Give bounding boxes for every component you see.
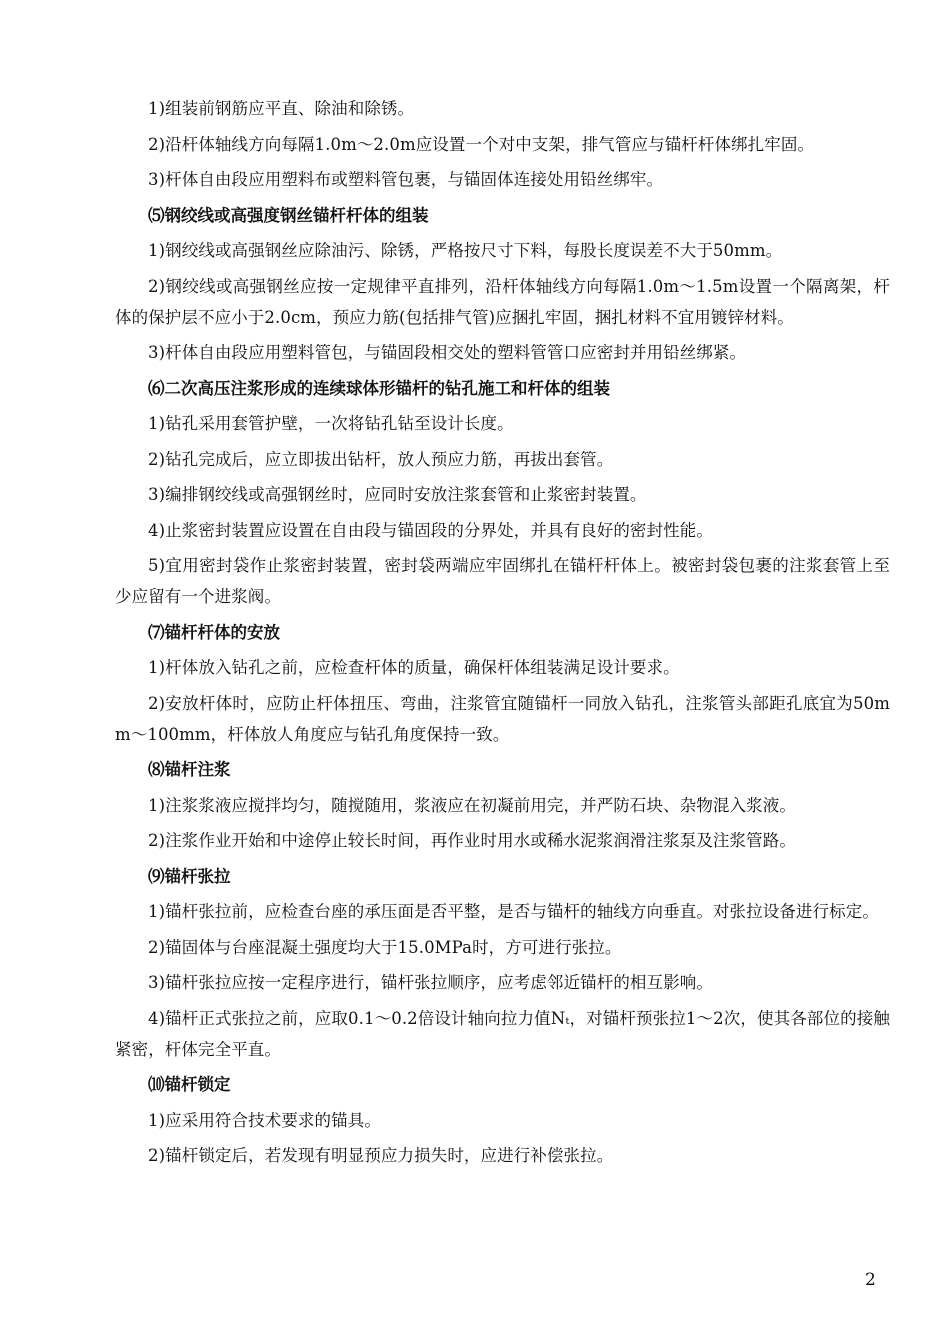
page-number: 2 bbox=[865, 1270, 876, 1290]
section-heading: ⑽锚杆锁定 bbox=[148, 1075, 231, 1094]
section-heading: ⑼锚杆张拉 bbox=[148, 866, 231, 886]
paragraph: 3)杆体自由段应用塑料布或塑料管包裹，与锚固体连接处用铅丝绑牢。 bbox=[148, 170, 664, 189]
paragraph: 2)锚固体与台座混凝土强度均大于15.0MPa时，方可进行张拉。 bbox=[148, 937, 622, 957]
paragraph: 1)组装前钢筋应平直、除油和除锈。 bbox=[148, 99, 415, 118]
paragraph: 1)钢绞线或高强钢丝应除油污、除锈，严格按尺寸下料，每股长度误差不大于50mm。 bbox=[148, 241, 783, 260]
paragraph: 2)沿杆体轴线方向每隔1.0m～2.0m应设置一个对中支架，排气管应与锚杆杆体绑扎牢固。 bbox=[148, 134, 815, 154]
section-heading: ⑹二次高压注浆形成的连续球体形锚杆的钻孔施工和杆体的组装 bbox=[148, 378, 610, 398]
paragraph: 2)安放杆体时，应防止杆体扭压、弯曲，注浆管宜随锚杆一同放入钻孔，注浆管头部距孔底宜为50mm～100mm，杆体放人角度应与钻孔角度保持一致。 bbox=[115, 693, 890, 744]
paragraph: 3)锚杆张拉应按一定程序进行，锚杆张拉顺序，应考虑邻近锚杆的相互影响。 bbox=[148, 973, 713, 992]
document-body bbox=[115, 93, 890, 1176]
paragraph: 1)注浆浆液应搅拌均匀，随搅随用，浆液应在初凝前用完，并严防石块、杂物混入浆液。 bbox=[148, 795, 796, 815]
paragraph: 1)杆体放入钻孔之前，应检查杆体的质量，确保杆体组装满足设计要求。 bbox=[148, 658, 680, 677]
paragraph: 2)注浆作业开始和中途停止较长时间，再作业时用水或稀水泥浆润滑注浆泵及注浆管路。 bbox=[148, 831, 796, 850]
paragraph: 1)钻孔采用套管护壁，一次将钻孔钻至设计长度。 bbox=[148, 414, 514, 433]
paragraph: 2)钻孔完成后，应立即拔出钻杆，放人预应力筋，再拔出套管。 bbox=[148, 449, 614, 469]
section-heading: ⑻锚杆注浆 bbox=[148, 760, 231, 779]
paragraph: 2)锚杆锁定后，若发现有明显预应力损失时，应进行补偿张拉。 bbox=[148, 1146, 614, 1165]
paragraph: 5)宜用密封袋作止浆密封装置，密封袋两端应牢固绑扎在锚杆杆体上。被密封袋包裹的注浆套管上至少应留有一个进浆阀。 bbox=[115, 556, 890, 606]
paragraph: 3)杆体自由段应用塑料管包，与锚固段相交处的塑料管管口应密封并用铅丝绑紧。 bbox=[148, 343, 747, 362]
paragraph: 1)锚杆张拉前，应检查台座的承压面是否平整，是否与锚杆的轴线方向垂直。对张拉设备进行标定。 bbox=[148, 902, 879, 921]
paragraph: 1)应采用符合技术要求的锚具。 bbox=[148, 1110, 381, 1130]
paragraph: 2)钢绞线或高强钢丝应按一定规律平直排列，沿杆体轴线方向每隔1.0m～1.5m设置一个隔离架，杆体的保护层不应小于2.0cm，预应力筋(包括排气管)应捆扎牢固，捆扎材料不宜用镀锌材料。 bbox=[115, 276, 890, 327]
paragraph: 3)编排钢绞线或高强钢丝时，应同时安放注浆套管和止浆密封装置。 bbox=[148, 485, 647, 504]
paragraph: 4)锚杆正式张拉之前，应取0.1～0.2倍设计轴向拉力值Nₜ，对锚杆预张拉1～2次，使其各部位的接触紧密，杆体完全平直。 bbox=[115, 1008, 890, 1059]
paragraph: 4)止浆密封装置应设置在自由段与锚固段的分界处，并具有良好的密封性能。 bbox=[148, 520, 713, 540]
section-heading: ⑸钢绞线或高强度钢丝锚杆杆体的组装 bbox=[148, 205, 429, 225]
section-heading: ⑺锚杆杆体的安放 bbox=[148, 622, 280, 642]
